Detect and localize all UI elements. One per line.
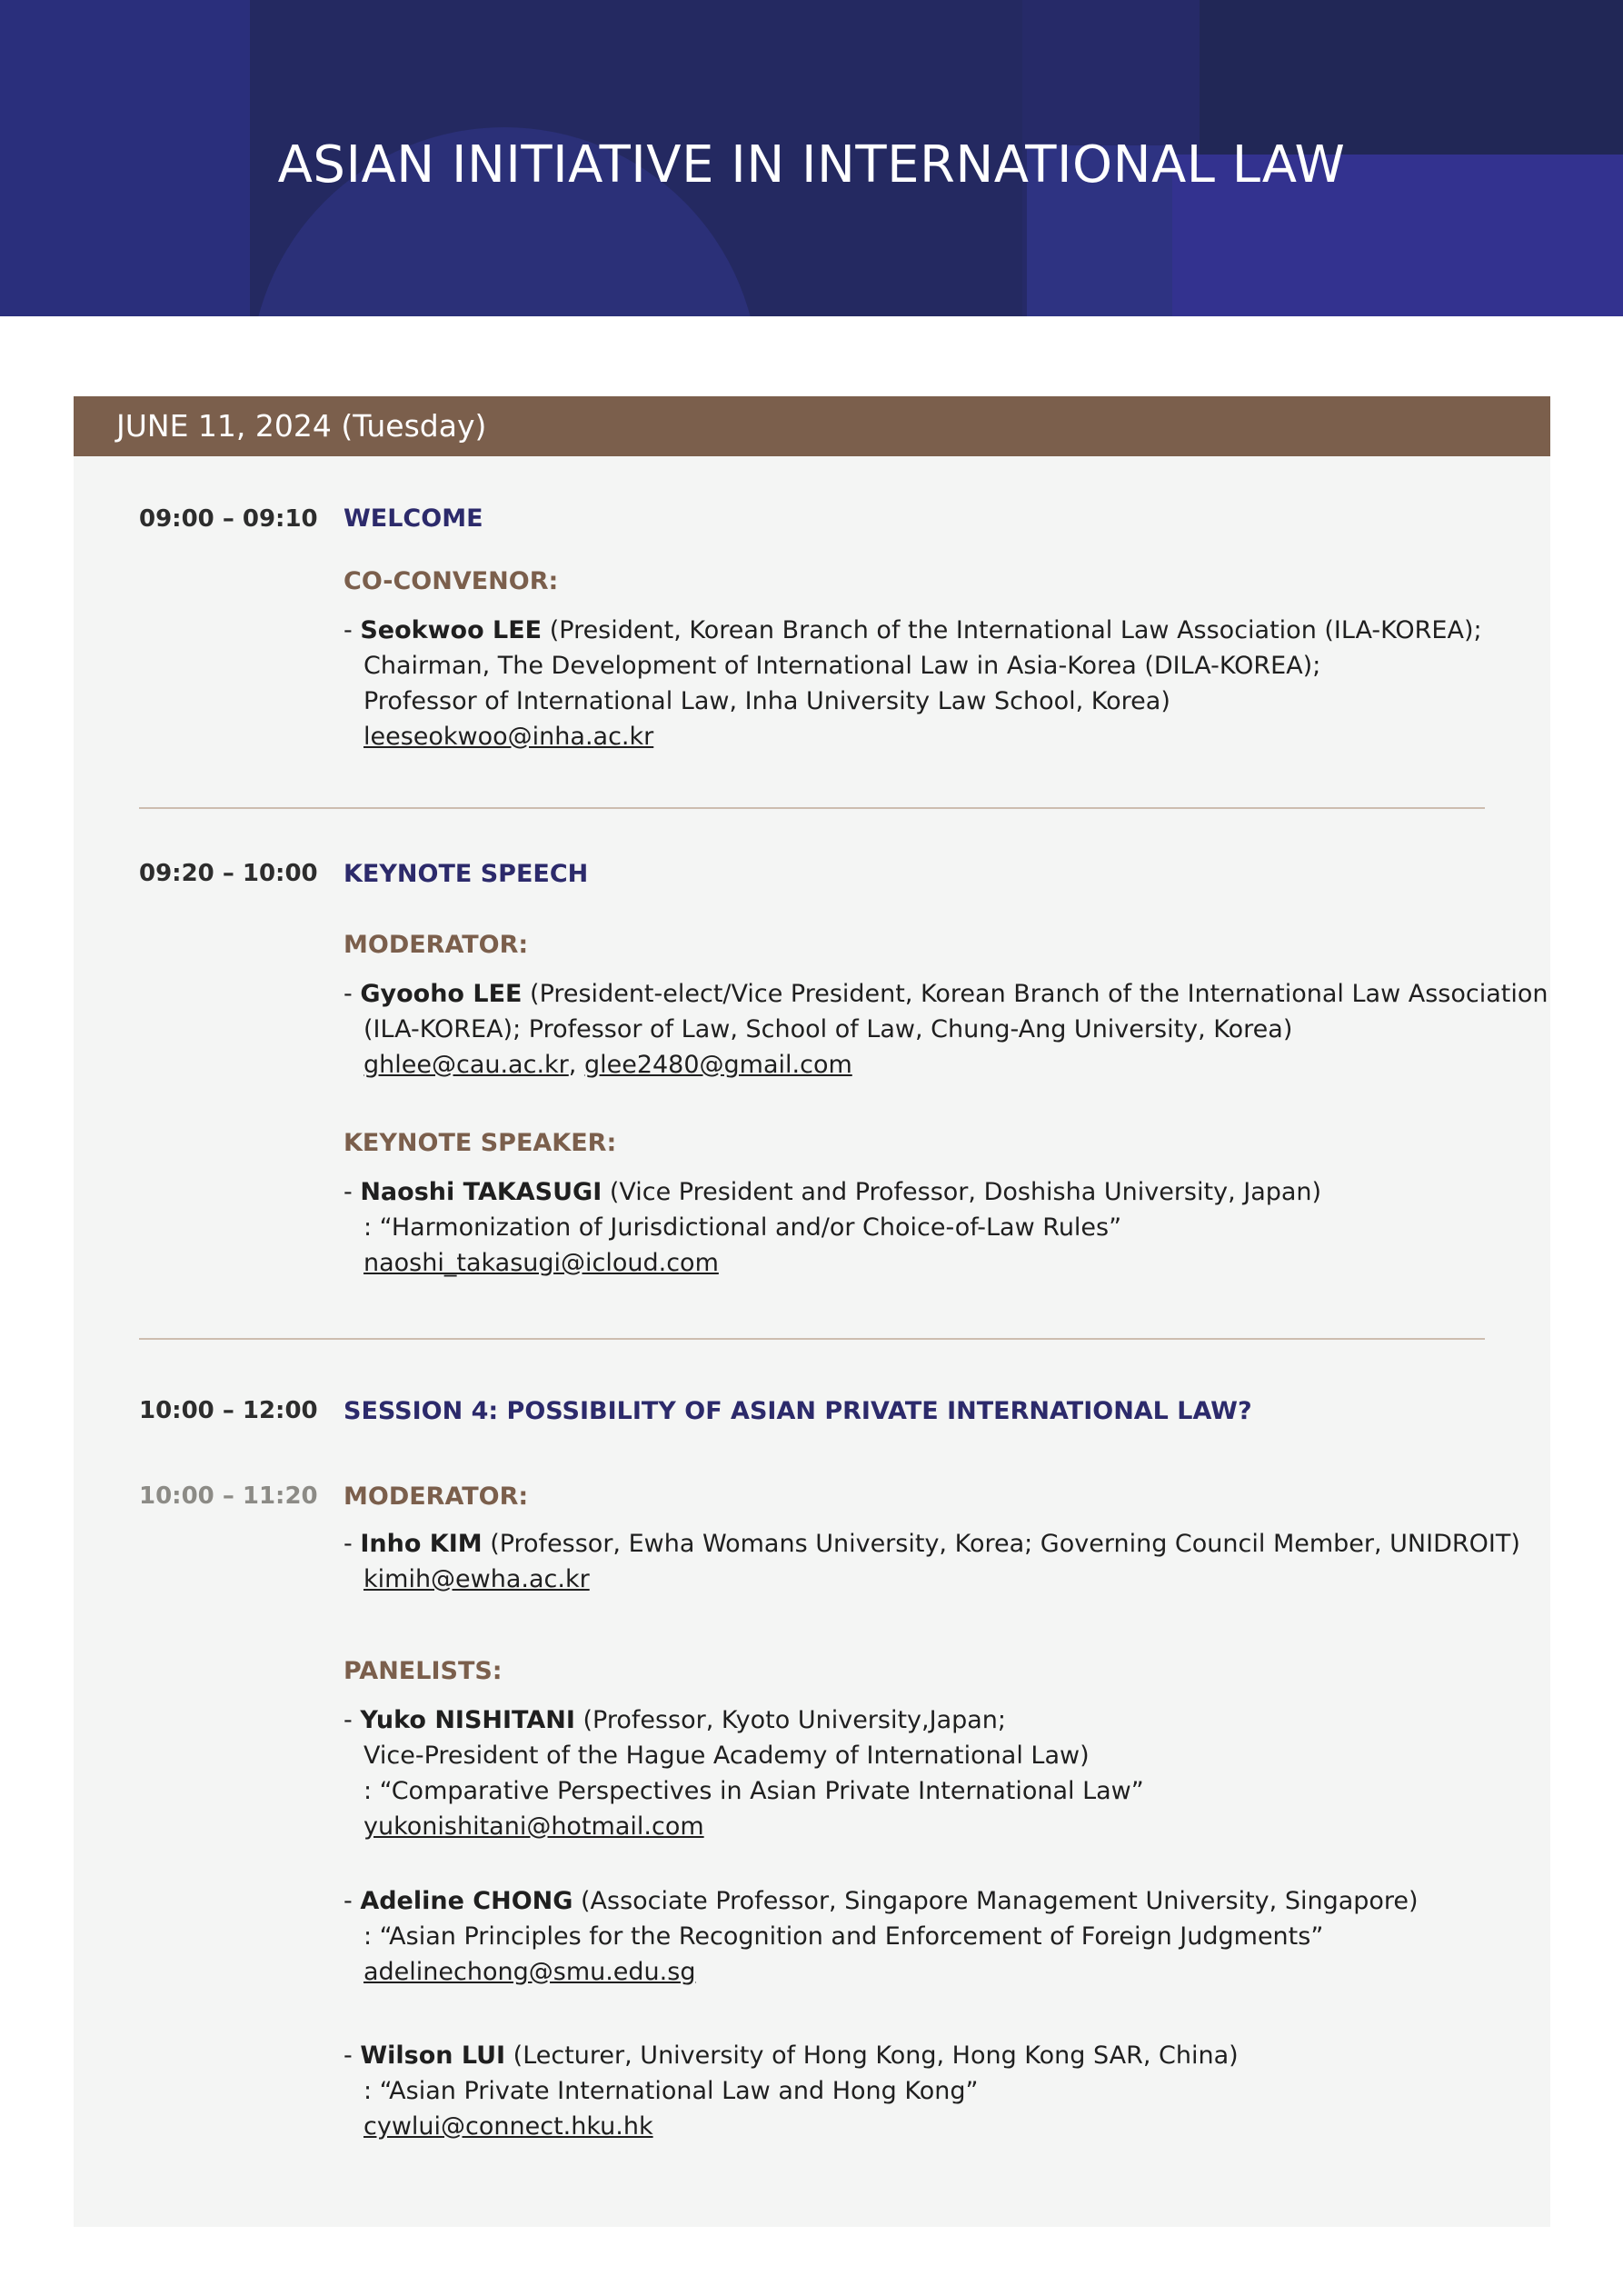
role-label: KEYNOTE SPEAKER: [344, 1129, 617, 1157]
sub-session-time: 10:00 – 11:20 [139, 1482, 318, 1510]
speaker-name: Yuko NISHITANI [360, 1706, 575, 1734]
email-line [344, 1562, 1520, 1597]
speaker-line: - Gyooho LEE (President-elect/Vice President, Korean Branch of the International Law Association [344, 980, 1548, 1008]
speaker-affiliation: (Professor, Kyoto University,Japan; [574, 1706, 1007, 1734]
role-label: CO-CONVENOR: [344, 567, 559, 595]
speaker-line: - Seokwoo LEE (President, Korean Branch of the International Law Association (ILA-KOREA); [344, 616, 1482, 644]
email-link[interactable]: ghlee@cau.ac.kr [363, 1051, 569, 1079]
email-line [344, 719, 1482, 754]
session-title: WELCOME [344, 504, 483, 533]
email-separator: , [568, 1051, 584, 1079]
speaker-affiliation: (ILA-KOREA); Professor of Law, School of Law, Chung-Ang University, Korea) [363, 1015, 1293, 1043]
session-title: SESSION 4: POSSIBILITY OF ASIAN PRIVATE INTERNATIONAL LAW? [344, 1397, 1252, 1425]
email-line [344, 1809, 1144, 1844]
header-banner [0, 0, 1623, 316]
email-link[interactable]: kimih@ewha.ac.kr [363, 1565, 590, 1593]
speaker-line: - Inho KIM (Professor, Ewha Womans University, Korea; Governing Council Member, UNIDROIT) [344, 1530, 1520, 1558]
moderator-entry [344, 976, 1548, 1083]
moderator-entry [344, 1526, 1520, 1597]
session-title: KEYNOTE SPEECH [344, 860, 589, 888]
speaker-affiliation: (President, Korean Branch of the International Law Association (ILA-KOREA); [542, 616, 1482, 644]
speaker-line: - Naoshi TAKASUGI (Vice President and Professor, Doshisha University, Japan) [344, 1178, 1322, 1206]
speaker-affiliation: (Professor, Ewha Womans University, Korea; Governing Council Member, UNIDROIT) [482, 1530, 1520, 1558]
session-time: 10:00 – 12:00 [139, 1397, 318, 1424]
email-link[interactable]: naoshi_takasugi@icloud.com [363, 1249, 719, 1277]
speaker-affiliation: (President-elect/Vice President, Korean Branch of the International Law Association [522, 980, 1548, 1008]
panelist-entry [344, 2038, 1239, 2144]
talk-title: : “Harmonization of Jurisdictional and/or Choice-of-Law Rules” [363, 1213, 1122, 1242]
speaker-affiliation: (Vice President and Professor, Doshisha University, Japan) [602, 1178, 1322, 1206]
email-link[interactable]: glee2480@gmail.com [583, 1051, 852, 1079]
speaker-affiliation: (Lecturer, University of Hong Kong, Hong Kong SAR, China) [505, 2041, 1239, 2070]
email-line [344, 1245, 1321, 1281]
program-card [74, 396, 1550, 2227]
speaker-entry [344, 613, 1482, 754]
speaker-affiliation: Professor of International Law, Inha University Law School, Korea) [363, 687, 1170, 715]
role-label: PANELISTS: [344, 1657, 503, 1685]
page-title: ASIAN INITIATIVE IN INTERNATIONAL LAW [277, 135, 1346, 195]
section-divider [139, 1338, 1485, 1340]
speaker-line: - Yuko NISHITANI (Professor, Kyoto University,Japan; [344, 1706, 1007, 1734]
email-link[interactable]: leeseokwoo@inha.ac.kr [363, 723, 654, 751]
talk-title: : “Asian Principles for the Recognition and Enforcement of Foreign Judgments” [363, 1922, 1324, 1951]
session-time: 09:00 – 09:10 [139, 505, 318, 533]
speaker-name: Gyooho LEE [360, 980, 523, 1008]
speaker-name: Adeline CHONG [360, 1887, 573, 1915]
email-line [344, 1047, 1548, 1083]
panelist-entry [344, 1883, 1419, 1990]
speaker-line: - Adeline CHONG (Associate Professor, Singapore Management University, Singapore) [344, 1887, 1419, 1915]
speaker-affiliation: Vice-President of the Hague Academy of International Law) [363, 1742, 1090, 1770]
speaker-line: - Wilson LUI (Lecturer, University of Hong Kong, Hong Kong SAR, China) [344, 2041, 1239, 2070]
speaker-affiliation: Chairman, The Development of International Law in Asia-Korea (DILA-KOREA); [363, 652, 1321, 680]
role-label: MODERATOR: [344, 1482, 529, 1511]
speaker-name: Seokwoo LEE [360, 616, 543, 644]
session-time: 09:20 – 10:00 [139, 860, 318, 887]
email-line [344, 2109, 1239, 2144]
email-link[interactable]: adelinechong@smu.edu.sg [363, 1958, 696, 1986]
speaker-name: Wilson LUI [360, 2041, 506, 2070]
date-header: JUNE 11, 2024 (Tuesday) [74, 396, 1550, 456]
role-label: MODERATOR: [344, 931, 529, 959]
speaker-name: Inho KIM [360, 1530, 483, 1558]
email-link[interactable]: yukonishitani@hotmail.com [363, 1812, 704, 1841]
email-line [344, 1954, 1419, 1990]
talk-title: : “Asian Private International Law and Hong Kong” [363, 2077, 979, 2105]
email-link[interactable]: cywlui@connect.hku.hk [363, 2112, 653, 2141]
talk-title: : “Comparative Perspectives in Asian Private International Law” [363, 1777, 1144, 1805]
speaker-affiliation: (Associate Professor, Singapore Management University, Singapore) [573, 1887, 1419, 1915]
speaker-name: Naoshi TAKASUGI [360, 1178, 602, 1206]
panelist-entry [344, 1702, 1144, 1844]
section-divider [139, 807, 1485, 809]
speaker-entry [344, 1174, 1321, 1281]
